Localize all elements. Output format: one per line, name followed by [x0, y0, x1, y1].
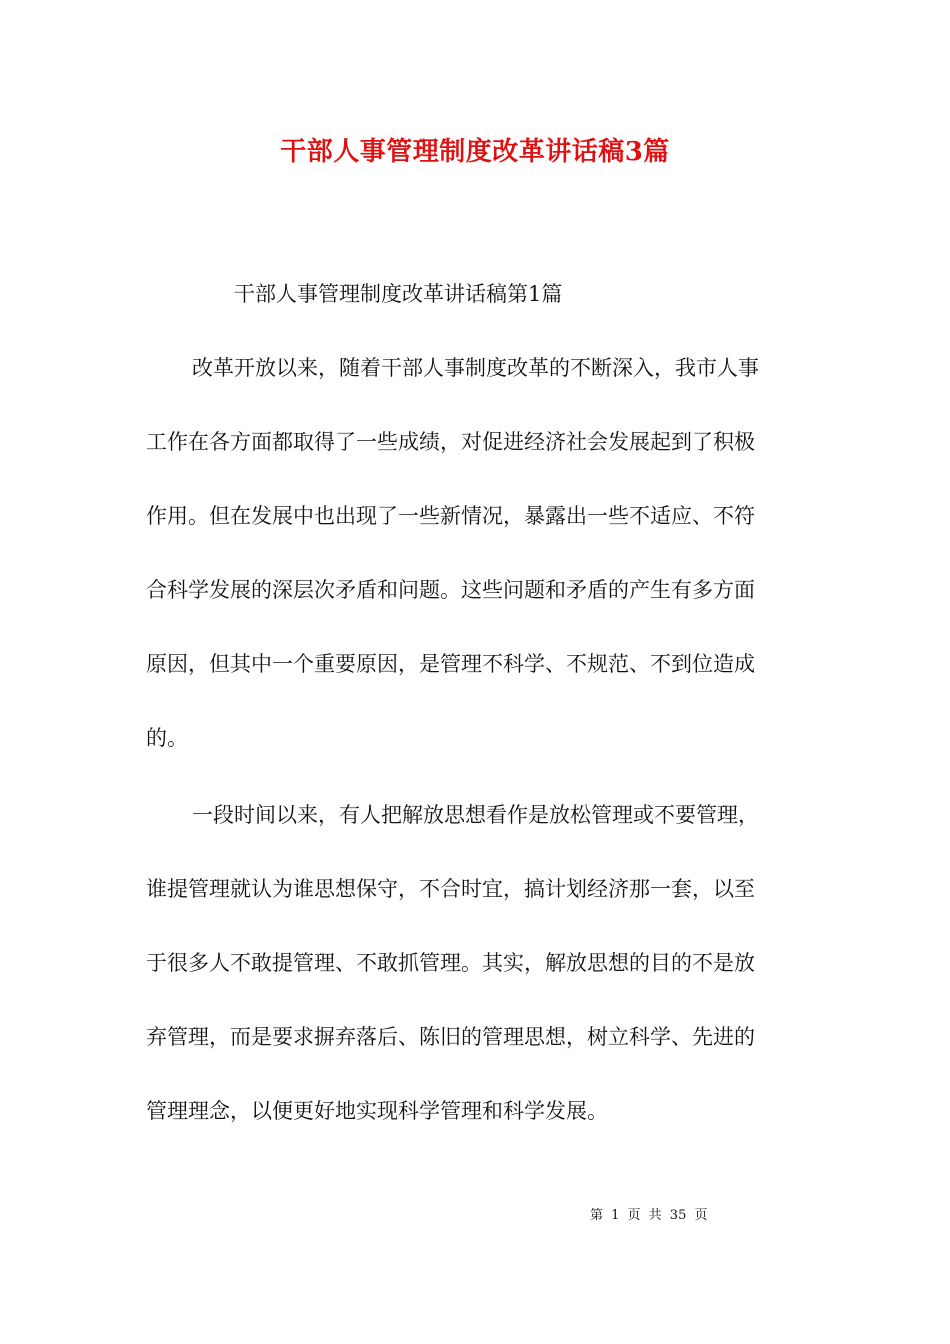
paragraph-1-line-4: 合科学发展的深层次矛盾和问题。这些问题和矛盾的产生有多方面: [146, 578, 755, 602]
section-heading: 干部人事管理制度改革讲话稿第1篇: [234, 282, 563, 306]
paragraph-1-line-6: 的。: [146, 726, 188, 750]
paragraph-1-line-2: 工作在各方面都取得了一些成绩，对促进经济社会发展起到了积极: [146, 430, 755, 454]
paragraph-1-line-1: 改革开放以来，随着干部人事制度改革的不断深入，我市人事: [192, 356, 759, 380]
paragraph-2-line-1: 一段时间以来，有人把解放思想看作是放松管理或不要管理，: [192, 803, 759, 827]
page-number-footer: 第 1 页 共 35 页: [590, 1208, 708, 1223]
paragraph-2-line-4: 弃管理，而是要求摒弃落后、陈旧的管理思想，树立科学、先进的: [146, 1025, 755, 1049]
paragraph-2-line-5: 管理理念，以便更好地实现科学管理和科学发展。: [146, 1099, 608, 1123]
paragraph-1-line-5: 原因，但其中一个重要原因，是管理不科学、不规范、不到位造成: [146, 652, 755, 676]
paragraph-1-line-3: 作用。但在发展中也出现了一些新情况，暴露出一些不适应、不符: [146, 504, 755, 528]
paragraph-2-line-2: 谁提管理就认为谁思想保守，不合时宜，搞计划经济那一套，以至: [146, 877, 755, 901]
document-title: 干部人事管理制度改革讲话稿3篇: [280, 137, 670, 167]
paragraph-2-line-3: 于很多人不敢提管理、不敢抓管理。其实，解放思想的目的不是放: [146, 951, 755, 975]
